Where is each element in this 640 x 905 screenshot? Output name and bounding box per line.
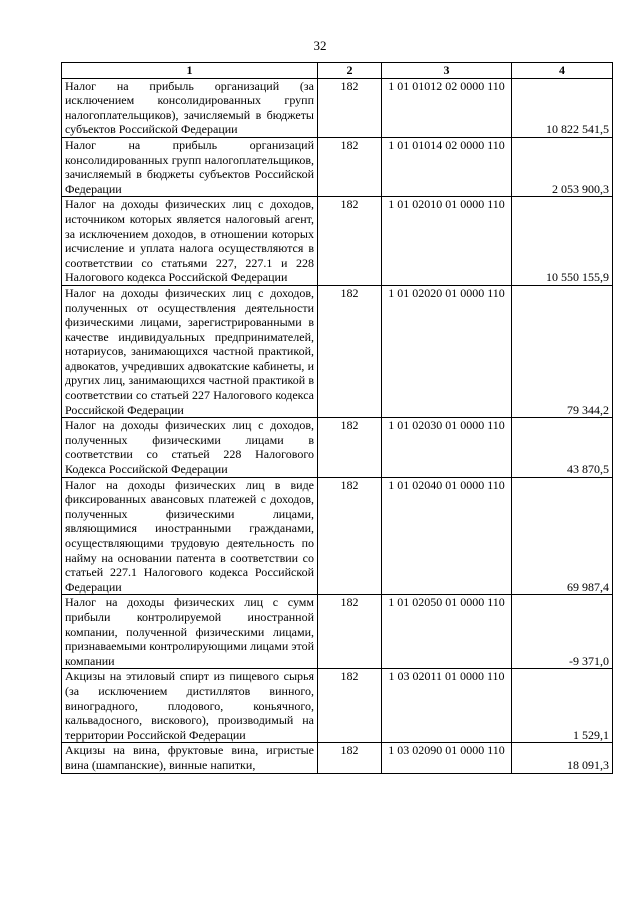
admin-code: 182 bbox=[318, 197, 382, 286]
column-header-3: 3 bbox=[382, 63, 512, 79]
budget-classification-code: 1 01 02010 01 0000 110 bbox=[382, 197, 512, 286]
budget-classification-code: 1 01 02040 01 0000 110 bbox=[382, 477, 512, 595]
revenue-table bbox=[61, 62, 613, 774]
revenue-name: Акцизы на этиловый спирт из пищевого сырья (за исключением дистиллятов винного, виноградного, плодового, коньячного, кальвадосного, вискового), производимый на территории Российской Федерации bbox=[62, 669, 318, 743]
budget-classification-code: 1 01 01014 02 0000 110 bbox=[382, 137, 512, 196]
revenue-name: Налог на доходы физических лиц в виде фиксированных авансовых платежей с доходов, полученных физическими лицами, являющимися иностранными гражданами, осуществляющими трудовую деятельность по найму на основании патента в соответствии со статьей 227.1 Налогового кодекса Российской Федерации bbox=[62, 477, 318, 595]
budget-classification-code: 1 01 02020 01 0000 110 bbox=[382, 285, 512, 417]
amount: 10 550 155,9 bbox=[512, 197, 613, 286]
table-row bbox=[62, 669, 613, 743]
admin-code: 182 bbox=[318, 595, 382, 669]
table-row bbox=[62, 137, 613, 196]
budget-classification-code: 1 01 01012 02 0000 110 bbox=[382, 78, 512, 137]
revenue-name: Акцизы на вина, фруктовые вина, игристые вина (шампанские), винные напитки, bbox=[62, 743, 318, 773]
table-row bbox=[62, 743, 613, 773]
revenue-name: Налог на прибыль организаций консолидированных групп налогоплательщиков, зачисляемый в бюджеты субъектов Российской Федерации bbox=[62, 137, 318, 196]
column-header-1: 1 bbox=[62, 63, 318, 79]
table-row bbox=[62, 418, 613, 477]
amount: 18 091,3 bbox=[512, 743, 613, 773]
admin-code: 182 bbox=[318, 477, 382, 595]
revenue-name: Налог на доходы физических лиц с доходов, источником которых является налоговый агент, за исключением доходов, в отношении которых исчисление и уплата налога осуществляются в соответствии со статьями 227, 227.1 и 228 Налогового кодекса Российской Федерации bbox=[62, 197, 318, 286]
budget-classification-code: 1 01 02050 01 0000 110 bbox=[382, 595, 512, 669]
revenue-name: Налог на доходы физических лиц с доходов, полученных физическими лицами в соответствии со статьей 228 Налогового Кодекса Российской Федерации bbox=[62, 418, 318, 477]
table-header-row bbox=[62, 63, 613, 79]
table-row bbox=[62, 78, 613, 137]
table-row bbox=[62, 197, 613, 286]
table-row bbox=[62, 595, 613, 669]
column-header-4: 4 bbox=[512, 63, 613, 79]
amount: 10 822 541,5 bbox=[512, 78, 613, 137]
column-header-2: 2 bbox=[318, 63, 382, 79]
page-number: 32 bbox=[313, 38, 327, 53]
amount: 2 053 900,3 bbox=[512, 137, 613, 196]
amount: 79 344,2 bbox=[512, 285, 613, 417]
admin-code: 182 bbox=[318, 669, 382, 743]
amount: 69 987,4 bbox=[512, 477, 613, 595]
amount: 1 529,1 bbox=[512, 669, 613, 743]
revenue-name: Налог на доходы физических лиц с сумм прибыли контролируемой иностранной компании, полученной физическими лицами, признаваемыми контролирующими лицами этой компании bbox=[62, 595, 318, 669]
amount: 43 870,5 bbox=[512, 418, 613, 477]
budget-classification-code: 1 03 02090 01 0000 110 bbox=[382, 743, 512, 773]
table-row bbox=[62, 477, 613, 595]
admin-code: 182 bbox=[318, 285, 382, 417]
admin-code: 182 bbox=[318, 137, 382, 196]
revenue-name: Налог на доходы физических лиц с доходов, полученных от осуществления деятельности физическими лицами, зарегистрированными в качестве индивидуальных предпринимателей, нотариусов, занимающихся частной практикой, адвокатов, учредивших адвокатские кабинеты, и других лиц, занимающихся частной практикой в соответствии со статьей 227 Налогового кодекса Российской Федерации bbox=[62, 285, 318, 417]
budget-classification-code: 1 03 02011 01 0000 110 bbox=[382, 669, 512, 743]
budget-classification-code: 1 01 02030 01 0000 110 bbox=[382, 418, 512, 477]
amount: -9 371,0 bbox=[512, 595, 613, 669]
admin-code: 182 bbox=[318, 78, 382, 137]
admin-code: 182 bbox=[318, 418, 382, 477]
revenue-name: Налог на прибыль организаций (за исключением консолидированных групп налогоплательщиков), зачисляемый в бюджеты субъектов Российской Федерации bbox=[62, 78, 318, 137]
admin-code: 182 bbox=[318, 743, 382, 773]
table-row bbox=[62, 285, 613, 417]
